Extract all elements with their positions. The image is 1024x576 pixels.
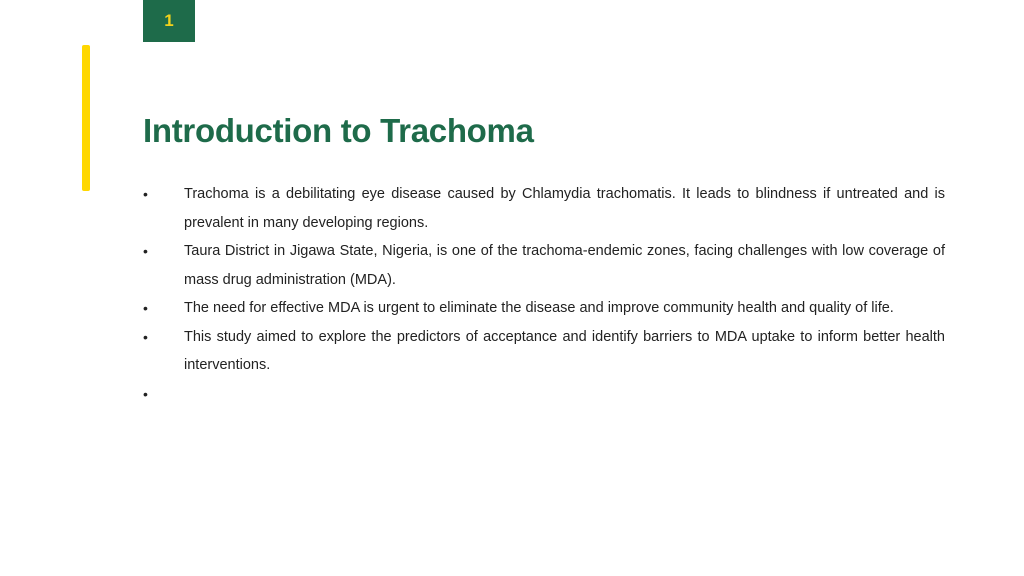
bullet-icon: • xyxy=(143,385,148,402)
bullet-text: Taura District in Jigawa State, Nigeria, is one of the trachoma-endemic zones, facing challenges with low coverage of mass drug administration (MDA). xyxy=(184,243,945,288)
accent-bar xyxy=(82,45,90,191)
bullet-text: This study aimed to explore the predictors of acceptance and identify barriers to MDA uptake to inform better health interventions. xyxy=(184,328,945,373)
slide-number: 1 xyxy=(164,11,174,30)
slide-number-badge xyxy=(143,0,195,42)
bullet-icon: • xyxy=(143,328,148,345)
bullet-text: The need for effective MDA is urgent to eliminate the disease and improve community health and quality of life. xyxy=(184,300,894,316)
bullet-item xyxy=(143,323,945,380)
bullet-item xyxy=(143,294,945,323)
bullet-icon: • xyxy=(143,186,148,202)
bullet-icon: • xyxy=(143,300,148,316)
bullet-text: Trachoma is a debilitating eye disease caused by Chlamydia trachomatis. It leads to blindness if untreated and is prevalent in many developing regions. xyxy=(184,186,945,231)
bullet-item xyxy=(143,380,945,409)
slide-title: Introduction to Trachoma xyxy=(143,112,534,149)
bullet-item xyxy=(143,237,945,294)
bullet-item xyxy=(143,180,945,237)
bullet-list xyxy=(143,180,945,408)
bullet-icon: • xyxy=(143,243,148,259)
